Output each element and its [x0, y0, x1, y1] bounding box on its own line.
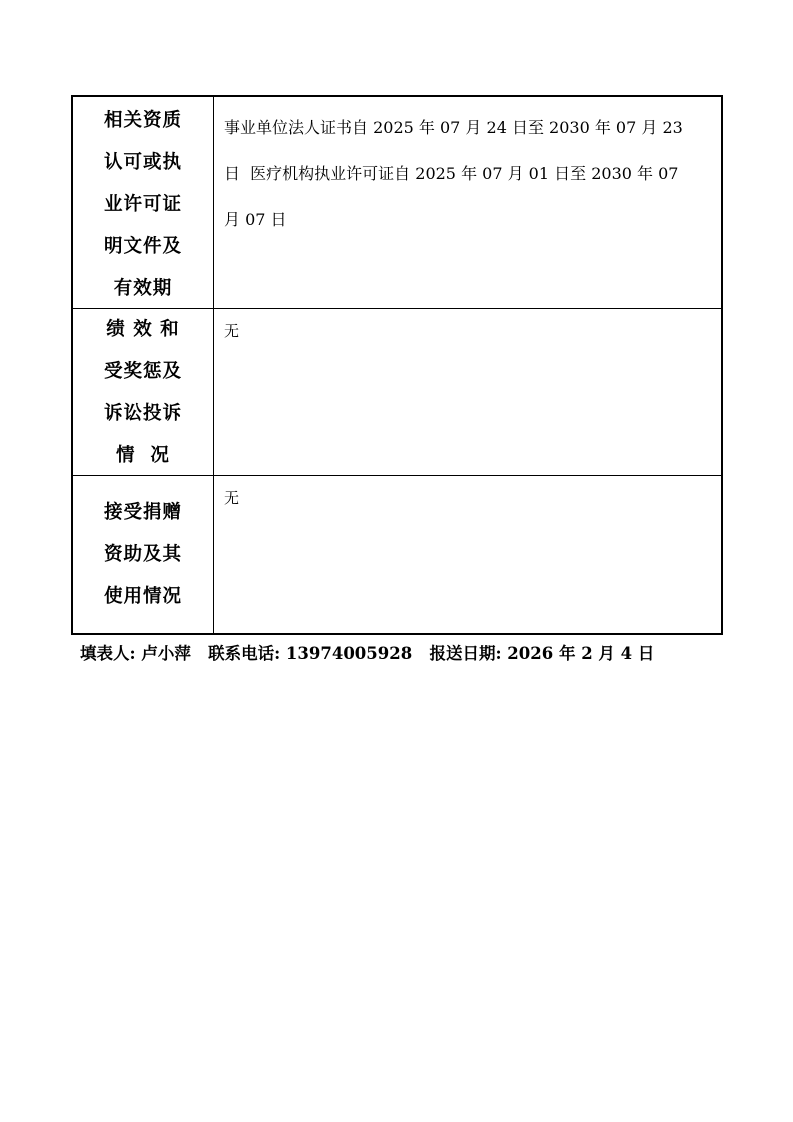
label-line: 使用情况 [103, 585, 182, 607]
row-label-performance [73, 309, 214, 475]
phone-label: 联系电话: [208, 644, 281, 663]
date-value: 2026 年 2 月 4 日 [507, 644, 655, 663]
label-line: 接受捐赠 [103, 501, 182, 523]
label-line: 业许可证 [103, 193, 182, 215]
filler-label: 填表人: [80, 644, 136, 663]
label-line: 受奖惩及 [103, 361, 182, 382]
label-line: 相关资质 [103, 109, 182, 131]
value-line: 无 [224, 489, 240, 507]
label-line: 认可或执 [103, 151, 182, 173]
phone-value: 13974005928 [285, 644, 413, 663]
table-row-donations [73, 475, 721, 633]
label-line: 明文件及 [103, 235, 182, 257]
label-line: 绩 效 和 [106, 319, 180, 340]
label-line: 有效期 [113, 277, 173, 299]
label-line: 情 况 [116, 445, 170, 466]
form-footer [80, 640, 654, 668]
value-line: 事业单位法人证书自 2025 年 07 月 24 日至 2030 年 07 月 23 [224, 118, 683, 137]
table-row-qualifications [73, 97, 721, 308]
row-value-performance [214, 309, 721, 475]
value-line: 月 07 日 [224, 210, 287, 229]
date-label: 报送日期: [429, 644, 502, 663]
label-line: 诉讼投诉 [103, 403, 182, 424]
filler-name: 卢小萍 [141, 644, 191, 663]
value-line: 日 医疗机构执业许可证自 2025 年 07 月 01 日至 2030 年 07 [224, 164, 679, 183]
row-label-donations [73, 476, 214, 633]
label-line: 资助及其 [103, 543, 182, 565]
value-line: 无 [224, 322, 240, 340]
info-table [71, 95, 723, 635]
table-row-performance [73, 308, 721, 475]
row-label-qualifications [73, 97, 214, 308]
row-value-qualifications [214, 97, 721, 308]
row-value-donations [214, 476, 721, 633]
